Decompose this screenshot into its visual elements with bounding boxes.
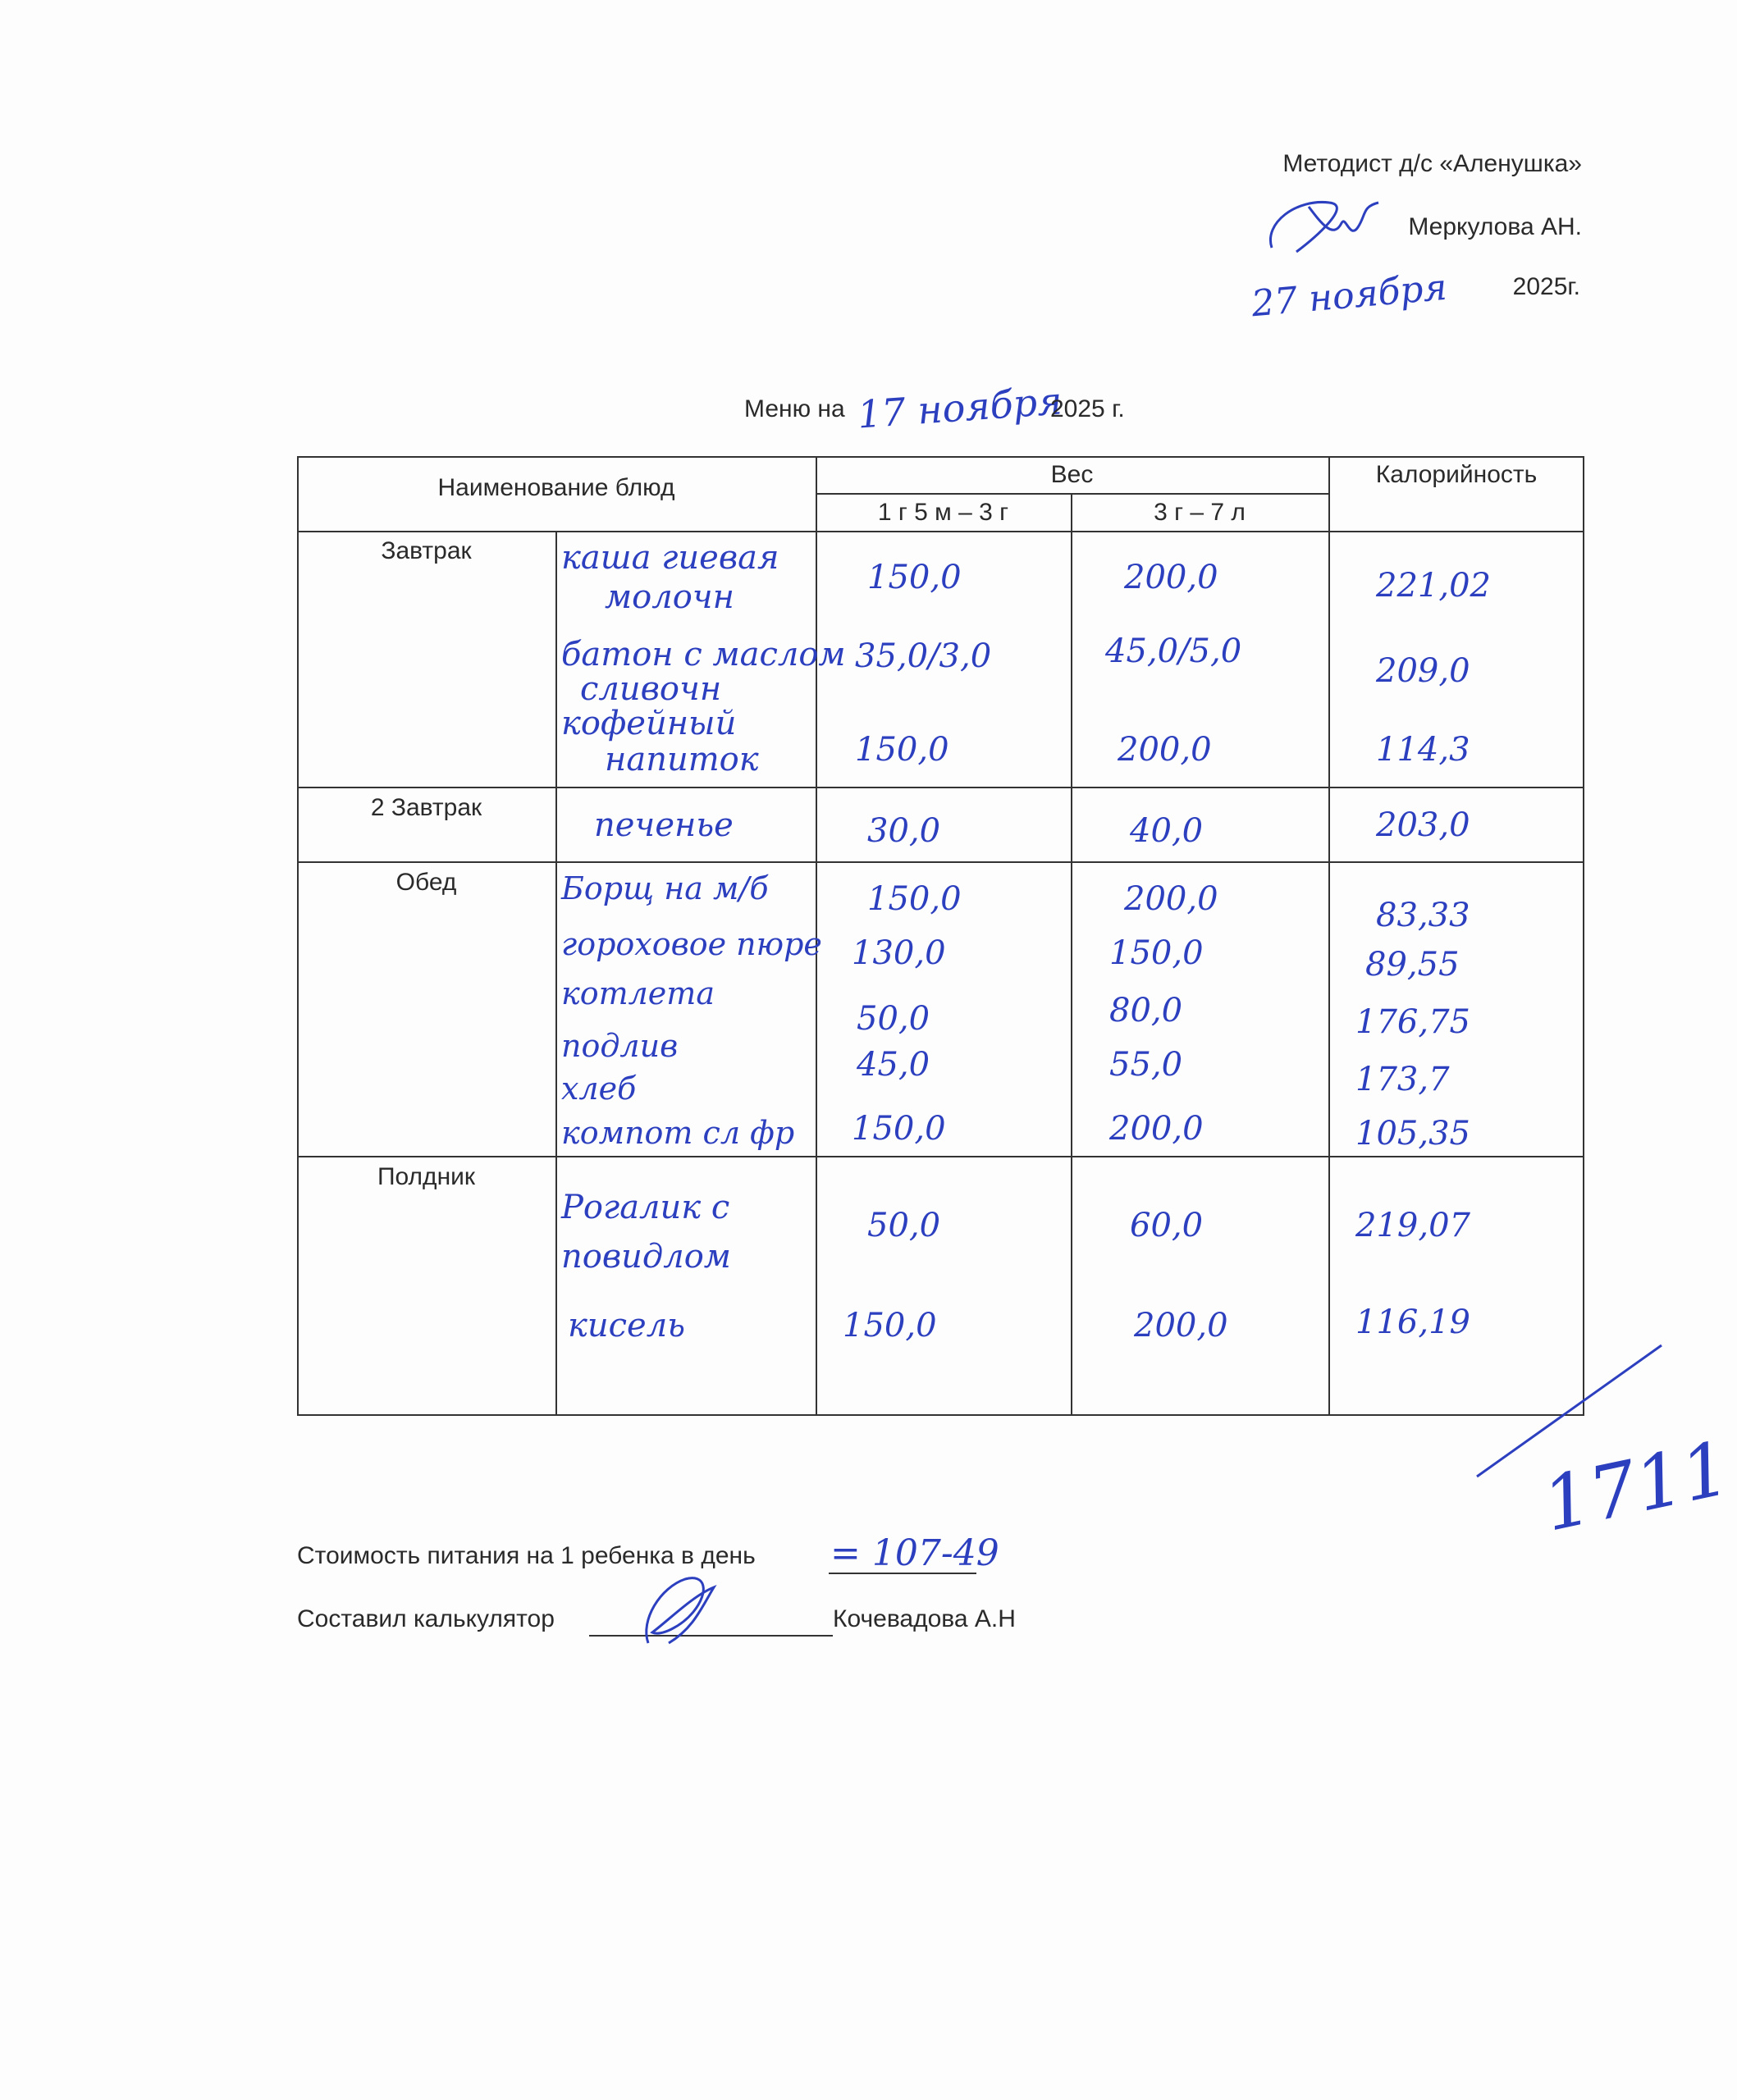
dish-second-breakfast-1: печенье <box>594 806 734 844</box>
kcal-breakfast-1: 221,02 <box>1376 567 1491 605</box>
meal-name-breakfast: Завтрак <box>381 537 472 564</box>
meal-name-second-breakfast: 2 Завтрак <box>370 794 482 821</box>
kcal-snack-2: 116,19 <box>1355 1303 1470 1341</box>
table-border-right <box>1583 456 1584 1416</box>
approver-signature <box>1264 190 1387 268</box>
weight1-lunch-1: 150,0 <box>867 880 962 918</box>
weight1-breakfast-3: 150,0 <box>855 731 949 769</box>
table-border-top <box>297 456 1584 458</box>
compiler-label: Составил калькулятор <box>297 1605 555 1632</box>
menu-date-handwritten: 17 ноября <box>856 378 1064 437</box>
weight1-second-breakfast-1: 30,0 <box>867 812 941 850</box>
weight2-breakfast-1: 200,0 <box>1124 559 1218 596</box>
meal-name-snack: Полдник <box>377 1163 476 1190</box>
weight1-lunch-6: 150,0 <box>852 1110 946 1148</box>
weight1-lunch-2: 130,0 <box>852 934 946 972</box>
dish-breakfast-1-line2: молочн <box>605 578 735 616</box>
menu-title-prefix: Меню на <box>744 395 845 422</box>
header-calories: Калорийность <box>1375 461 1538 488</box>
dish-snack-2: кисель <box>568 1307 685 1344</box>
dish-breakfast-1-line1: каша гиевая <box>561 539 779 577</box>
weight2-lunch-2: 150,0 <box>1109 934 1204 972</box>
weight2-snack-2: 200,0 <box>1134 1307 1228 1344</box>
compiler-signature <box>636 1571 726 1653</box>
header-weight: Вес <box>1050 461 1094 488</box>
methodist-line: Методист д/с «Аленушка» <box>1282 150 1582 177</box>
weight2-lunch-1: 200,0 <box>1124 880 1218 918</box>
dish-lunch-1: Борщ на м/б <box>561 870 769 906</box>
table-row-divider-second-breakfast <box>297 861 1584 863</box>
kcal-lunch-3: 176,75 <box>1355 1003 1470 1041</box>
weight2-breakfast-2: 45,0/5,0 <box>1105 632 1242 670</box>
dish-snack-1-line1: Рогалик с <box>561 1189 730 1226</box>
weight2-breakfast-3: 200,0 <box>1118 731 1212 769</box>
kcal-lunch-2: 89,55 <box>1365 946 1460 984</box>
weight2-lunch-4: 55,0 <box>1109 1046 1183 1084</box>
dish-lunch-5: хлеб <box>561 1071 637 1107</box>
table-col-weight-divider <box>1071 493 1072 1416</box>
weight2-lunch-6: 200,0 <box>1109 1110 1204 1148</box>
dish-lunch-4: подлив <box>561 1028 679 1064</box>
weight2-second-breakfast-1: 40,0 <box>1130 812 1204 850</box>
header-age-group-1: 1 г 5 м – 3 г <box>877 499 1009 526</box>
header-dish-name: Наименование блюд <box>437 474 675 501</box>
dish-snack-1-line2: повидлом <box>561 1238 731 1276</box>
approver-name: Меркулова АН. <box>1408 213 1582 240</box>
kcal-lunch-4: 173,7 <box>1355 1061 1450 1098</box>
table-header-bottom <box>297 531 1584 532</box>
approval-year: 2025г. <box>1512 273 1580 300</box>
weight2-snack-1: 60,0 <box>1130 1207 1204 1244</box>
approval-date-handwritten: 27 ноября <box>1250 266 1449 326</box>
menu-title-suffix: 2025 г. <box>1050 395 1125 422</box>
kcal-lunch-6: 105,35 <box>1355 1115 1470 1153</box>
kcal-breakfast-2: 209,0 <box>1376 652 1470 690</box>
meal-name-lunch: Обед <box>395 869 457 896</box>
dish-breakfast-2-line2: сливочн <box>580 670 722 708</box>
weight1-breakfast-1: 150,0 <box>867 559 962 596</box>
weight1-lunch-4: 45,0 <box>857 1046 930 1084</box>
corner-number-handwritten: 1711 <box>1535 1425 1737 1549</box>
kcal-snack-1: 219,07 <box>1355 1207 1470 1244</box>
dish-lunch-6: компот сл фр <box>561 1115 795 1151</box>
table-col-meal-divider <box>555 531 557 1416</box>
kcal-second-breakfast-1: 203,0 <box>1376 806 1470 844</box>
table-col-calories-divider <box>1328 456 1330 1416</box>
table-row-divider-lunch <box>297 1156 1584 1157</box>
cost-value-handwritten: = 107-49 <box>830 1532 999 1574</box>
header-age-group-2: 3 г – 7 л <box>1154 499 1246 526</box>
dish-breakfast-2-line1: батон с маслом <box>561 636 846 673</box>
weight2-lunch-3: 80,0 <box>1109 992 1183 1029</box>
weight1-snack-1: 50,0 <box>867 1207 941 1244</box>
weight1-lunch-3: 50,0 <box>857 1000 930 1038</box>
weight1-snack-2: 150,0 <box>843 1307 937 1344</box>
weight1-breakfast-2: 35,0/3,0 <box>855 637 992 675</box>
dish-breakfast-3-line1: кофейный <box>561 705 737 742</box>
menu-table <box>297 456 1584 1416</box>
dish-breakfast-3-line2: напиток <box>605 741 759 778</box>
kcal-breakfast-3: 114,3 <box>1376 731 1470 769</box>
table-border-left <box>297 456 299 1416</box>
table-row-divider-breakfast <box>297 787 1584 788</box>
dish-lunch-3: котлета <box>561 975 715 1011</box>
compiler-name: Кочевадова А.Н <box>833 1605 1016 1632</box>
table-border-bottom <box>297 1414 1584 1416</box>
dish-lunch-2: гороховое пюре <box>561 926 822 962</box>
kcal-lunch-1: 83,33 <box>1376 897 1470 934</box>
cost-label: Стоимость питания на 1 ребенка в день <box>297 1542 756 1569</box>
